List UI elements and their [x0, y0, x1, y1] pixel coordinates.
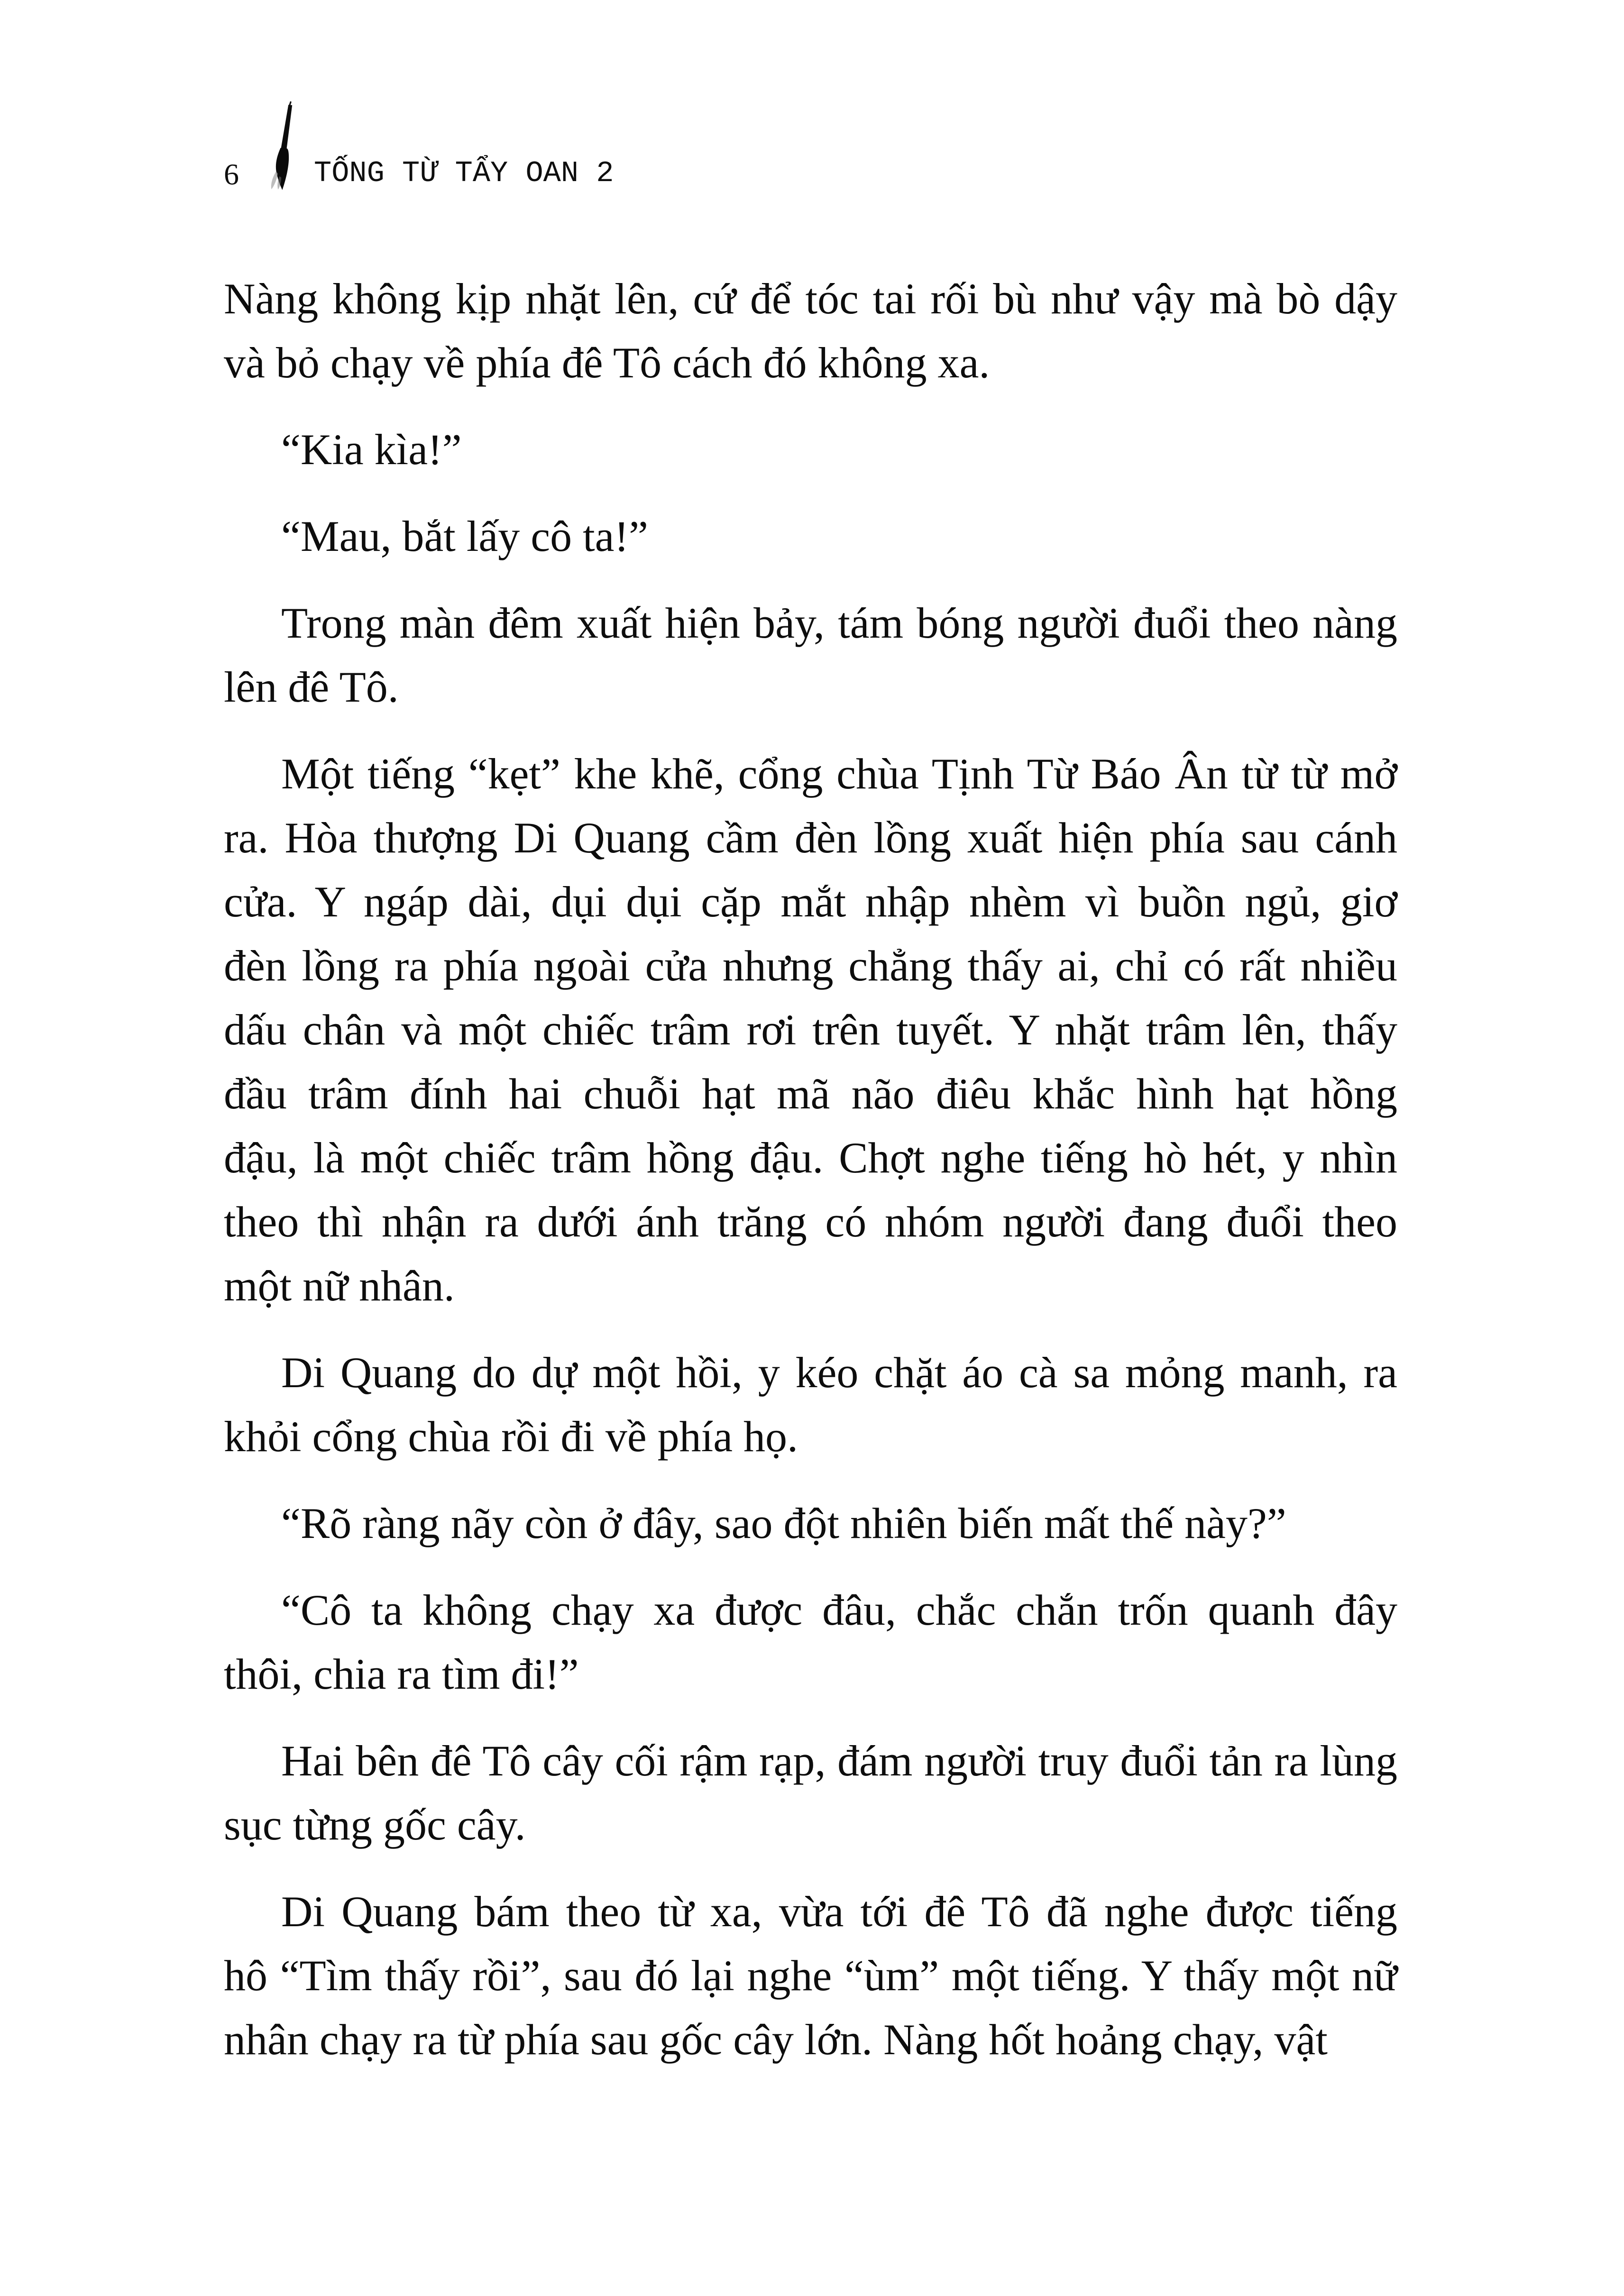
text-line: lên đê Tô. [224, 663, 399, 711]
text-line: “Mau, bắt lấy cô ta!” [281, 512, 648, 560]
text-line: hô “Tìm thấy rồi”, sau đó lại nghe “ùm” một tiếng. Y thấy một nữ [224, 1951, 1397, 2000]
paragraph [224, 1729, 1397, 1857]
text-line: một nữ nhân. [224, 1262, 455, 1310]
paragraph [224, 1491, 1397, 1555]
text-line: Di Quang do dự một hồi, y kéo chặt áo cà sa mỏng manh, ra [281, 1348, 1397, 1397]
text-block [224, 267, 1397, 2072]
text-line: đậu, là một chiếc trâm hồng đậu. Chợt nghe tiếng hò hét, y nhìn [224, 1134, 1397, 1182]
paragraph [224, 1578, 1397, 1706]
text-line: Hai bên đê Tô cây cối rậm rạp, đám người truy đuổi tản ra lùng [281, 1737, 1397, 1785]
text-line: theo thì nhận ra dưới ánh trăng có nhóm người đang đuổi theo [224, 1198, 1397, 1246]
paragraph [224, 1880, 1397, 2072]
text-line: khỏi cổng chùa rồi đi về phía họ. [224, 1412, 798, 1461]
paragraph [224, 418, 1397, 482]
text-line: đèn lồng ra phía ngoài cửa nhưng chẳng thấy ai, chỉ có rất nhiều [224, 942, 1397, 990]
paragraph [224, 742, 1397, 1318]
text-line: sục từng gốc cây. [224, 1801, 526, 1849]
running-title: TỐNG TỪ TẨY OAN 2 [314, 156, 614, 190]
page-number: 6 [224, 157, 239, 191]
text-line: “Cô ta không chạy xa được đâu, chắc chắn trốn quanh đây [281, 1586, 1397, 1634]
text-line: nhân chạy ra từ phía sau gốc cây lớn. Nàng hốt hoảng chạy, vật [224, 2015, 1328, 2064]
text-line: Trong màn đêm xuất hiện bảy, tám bóng người đuổi theo nàng [281, 599, 1397, 647]
text-line: “Kia kìa!” [281, 425, 462, 474]
text-line: “Rõ ràng nãy còn ở đây, sao đột nhiên biến mất thế này?” [281, 1499, 1286, 1547]
text-line: Di Quang bám theo từ xa, vừa tới đê Tô đã nghe được tiếng [281, 1887, 1397, 1936]
text-line: ra. Hòa thượng Di Quang cầm đèn lồng xuất hiện phía sau cánh [224, 814, 1397, 862]
text-line: Nàng không kịp nhặt lên, cứ để tóc tai rối bù như vậy mà bò dậy [224, 274, 1397, 323]
text-line: cửa. Y ngáp dài, dụi dụi cặp mắt nhập nhèm vì buồn ngủ, giơ [224, 878, 1397, 926]
text-line: đầu trâm đính hai chuỗi hạt mã não điêu khắc hình hạt hồng [224, 1070, 1397, 1118]
paragraph [224, 267, 1397, 395]
text-line: dấu chân và một chiếc trâm rơi trên tuyết. Y nhặt trâm lên, thấy [224, 1006, 1397, 1054]
text-line: và bỏ chạy về phía đê Tô cách đó không xa. [224, 338, 990, 387]
paragraph [224, 591, 1397, 719]
paragraph [224, 504, 1397, 568]
calligraphy-brush-icon [260, 101, 312, 192]
paragraph [224, 1341, 1397, 1469]
text-line: Một tiếng “kẹt” khe khẽ, cổng chùa Tịnh Từ Báo Ân từ từ mở [281, 750, 1397, 798]
text-line: thôi, chia ra tìm đi!” [224, 1650, 579, 1698]
